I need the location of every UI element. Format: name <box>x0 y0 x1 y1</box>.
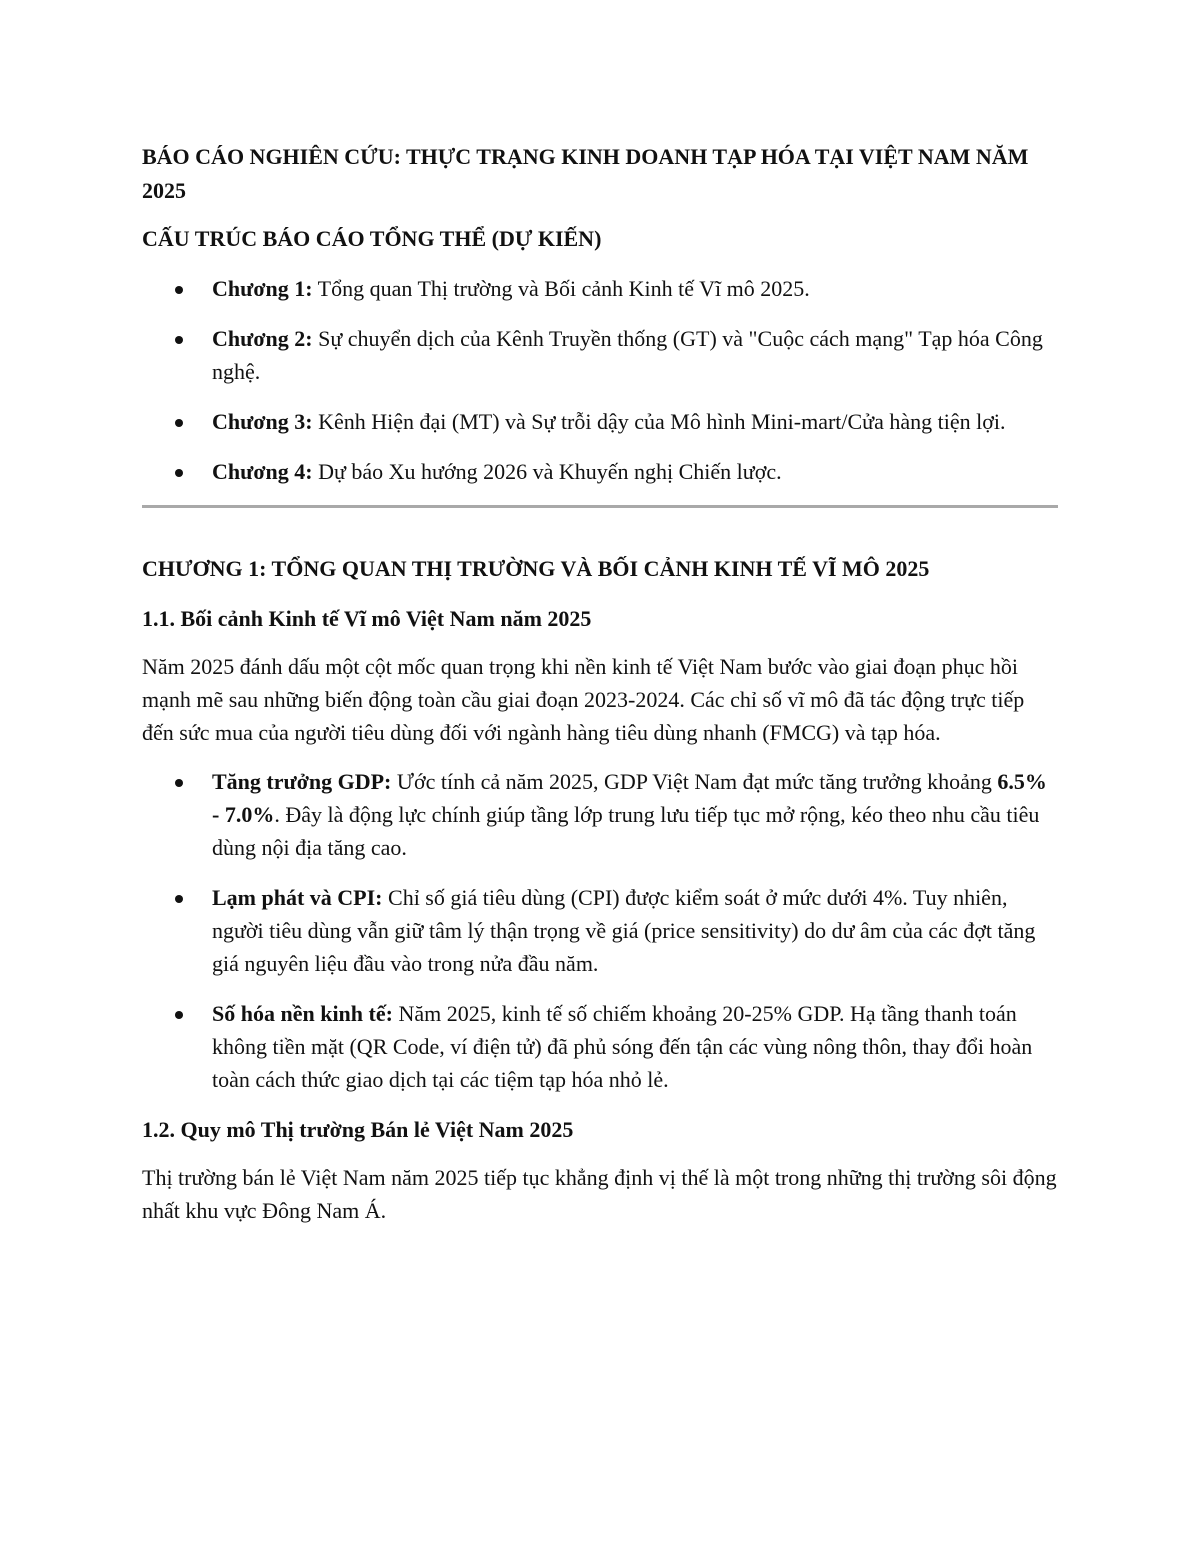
structure-list <box>142 272 1058 488</box>
document-page <box>142 140 1058 1243</box>
list-item <box>142 322 1058 388</box>
item-text: Chỉ số giá tiêu dùng (CPI) được kiểm soát ở mức dưới 4%. Tuy nhiên, người tiêu dùng vẫn giữ tâm lý thận trọng về giá (price sensitivity) do dư âm của các đợt tăng giá nguyên liệu đầu vào trong nửa đầu năm. <box>212 885 1036 976</box>
item-text: Ước tính cả năm 2025, GDP Việt Nam đạt mức tăng trưởng khoảng <box>391 769 998 794</box>
list-item <box>142 881 1058 980</box>
report-title: BÁO CÁO NGHIÊN CỨU: THỰC TRẠNG KINH DOANH TẠP HÓA TẠI VIỆT NAM NĂM 2025 <box>142 144 1029 203</box>
bullet-icon <box>175 286 183 294</box>
gdp-range: 6.5% - 7.0% <box>212 769 1047 827</box>
indicator-list <box>142 765 1058 1096</box>
list-item <box>142 765 1058 864</box>
bullet-icon <box>175 469 183 477</box>
item-text: Dự báo Xu hướng 2026 và Khuyến nghị Chiến lược. <box>312 459 782 484</box>
item-label: Chương 2: <box>212 326 313 351</box>
item-text: Năm 2025, kinh tế số chiếm khoảng 20-25% GDP. Hạ tầng thanh toán không tiền mặt (QR Code, ví điện tử) đã phủ sóng đến tận các vùng nông thôn, thay đổi hoàn toàn cách thức giao dịch tại các tiệm tạp hóa nhỏ lẻ. <box>212 1001 1033 1092</box>
list-item <box>142 272 1058 305</box>
section-heading: 1.1. Bối cảnh Kinh tế Vĩ mô Việt Nam năm 2025 <box>142 606 592 631</box>
item-text: Sự chuyển dịch của Kênh Truyền thống (GT) và "Cuộc cách mạng" Tạp hóa Công nghệ. <box>212 326 1043 384</box>
list-item <box>142 997 1058 1096</box>
item-label: Chương 4: <box>212 459 313 484</box>
item-label: Chương 3: <box>212 409 313 434</box>
paragraph: Năm 2025 đánh dấu một cột mốc quan trọng khi nền kinh tế Việt Nam bước vào giai đoạn phục hồi mạnh mẽ sau những biến động toàn cầu giai đoạn 2023-2024. Các chỉ số vĩ mô đã tác động trực tiếp đến sức mua của người tiêu dùng đối với ngành hàng tiêu dùng nhanh (FMCG) và tạp hóa. <box>142 654 1025 745</box>
bullet-icon <box>175 779 183 787</box>
bullet-icon <box>175 1011 183 1019</box>
item-text: Tổng quan Thị trường và Bối cảnh Kinh tế Vĩ mô 2025. <box>312 276 810 301</box>
list-item <box>142 455 1058 488</box>
item-label: Lạm phát và CPI: <box>212 885 383 910</box>
chapter-heading: CHƯƠNG 1: TỔNG QUAN THỊ TRƯỜNG VÀ BỐI CẢNH KINH TẾ VĨ MÔ 2025 <box>142 556 930 581</box>
bullet-icon <box>175 895 183 903</box>
item-label: Số hóa nền kinh tế: <box>212 1001 393 1026</box>
list-item <box>142 405 1058 438</box>
item-text: . Đây là động lực chính giúp tầng lớp trung lưu tiếp tục mở rộng, kéo theo nhu cầu tiêu dùng nội địa tăng cao. <box>212 802 1040 860</box>
structure-heading: CẤU TRÚC BÁO CÁO TỔNG THỂ (DỰ KIẾN) <box>142 226 602 251</box>
section-heading: 1.2. Quy mô Thị trường Bán lẻ Việt Nam 2025 <box>142 1117 574 1142</box>
item-label: Tăng trưởng GDP: <box>212 769 392 794</box>
bullet-icon <box>175 419 183 427</box>
item-text: Kênh Hiện đại (MT) và Sự trỗi dậy của Mô hình Mini-mart/Cửa hàng tiện lợi. <box>312 409 1006 434</box>
bullet-icon <box>175 336 183 344</box>
paragraph: Thị trường bán lẻ Việt Nam năm 2025 tiếp tục khẳng định vị thế là một trong những thị trường sôi động nhất khu vực Đông Nam Á. <box>142 1165 1057 1223</box>
item-label: Chương 1: <box>212 276 313 301</box>
horizontal-divider <box>142 505 1058 508</box>
